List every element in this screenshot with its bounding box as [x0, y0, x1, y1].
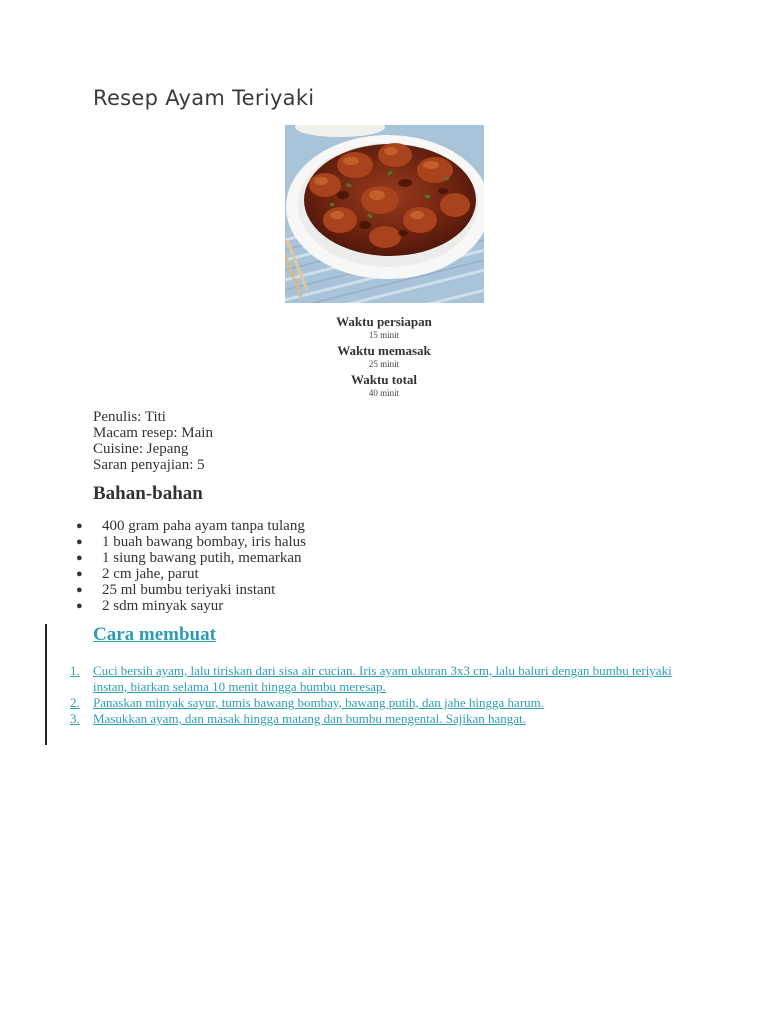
steps-heading[interactable]: Cara membuat: [93, 624, 216, 645]
ingredient-text: 1 buah bawang bombay, iris halus: [102, 534, 306, 550]
prep-time-value: 15 minit: [368, 330, 400, 340]
ingredients-list: [72, 518, 306, 614]
step-number: 3.: [70, 711, 80, 726]
ingredient-text: 400 gram paha ayam tanpa tulang: [102, 518, 305, 534]
page-title: Resep Ayam Teriyaki: [93, 86, 315, 110]
recipe-meta: [93, 409, 213, 473]
cuisine-line: Cuisine: Jepang: [93, 441, 189, 457]
bullet-icon: ●: [76, 520, 83, 532]
recipe-type-line: Macam resep: Main: [93, 425, 213, 441]
change-bar: [45, 624, 47, 745]
step-item[interactable]: [70, 663, 690, 695]
ingredients-heading: Bahan-bahan: [93, 483, 203, 504]
steps-list: [70, 663, 690, 727]
recipe-times: [284, 314, 484, 401]
food-image: [285, 125, 484, 303]
bullet-icon: ●: [76, 568, 83, 580]
list-item: [72, 582, 306, 598]
cook-time-value: 25 minit: [368, 359, 400, 369]
total-time-value: 40 minit: [368, 388, 400, 398]
total-time-label: Waktu total: [350, 372, 418, 387]
step-number: 1.: [70, 663, 80, 678]
list-item: [72, 534, 306, 550]
ingredient-text: 1 siung bawang putih, memarkan: [102, 550, 302, 566]
servings-line: Saran penyajian: 5: [93, 457, 205, 473]
bullet-icon: ●: [76, 552, 83, 564]
list-item: [72, 550, 306, 566]
cook-time-label: Waktu memasak: [337, 343, 431, 358]
step-link[interactable]: Panaskan minyak sayur, tumis bawang bombay, bawang putih, dan jahe hingga harum.: [93, 695, 545, 710]
list-item: [72, 566, 306, 582]
bullet-icon: ●: [76, 536, 83, 548]
ingredient-text: 2 sdm minyak sayur: [102, 598, 224, 614]
teriyaki-chicken-photo: [285, 125, 484, 303]
ingredient-text: 2 cm jahe, parut: [102, 566, 199, 582]
prep-time-label: Waktu persiapan: [336, 314, 432, 329]
step-link[interactable]: Masukkan ayam, dan masak hingga matang dan bumbu mengental. Sajikan hangat.: [93, 711, 526, 726]
step-item[interactable]: [70, 711, 690, 727]
bullet-icon: ●: [76, 600, 83, 612]
step-number: 2.: [70, 695, 80, 710]
list-item: [72, 598, 306, 614]
list-item: [72, 518, 306, 534]
ingredient-text: 25 ml bumbu teriyaki instant: [102, 582, 276, 598]
step-link[interactable]: Cuci bersih ayam, lalu tiriskan dari sisa air cucian. Iris ayam ukuran 3x3 cm, lalu baluri dengan bumbu teriyaki instan, biarkan selama 10 menit hingga bumbu meresap.: [93, 663, 672, 694]
bullet-icon: ●: [76, 584, 83, 596]
author-line: Penulis: Titi: [93, 409, 166, 425]
step-item[interactable]: [70, 695, 690, 711]
